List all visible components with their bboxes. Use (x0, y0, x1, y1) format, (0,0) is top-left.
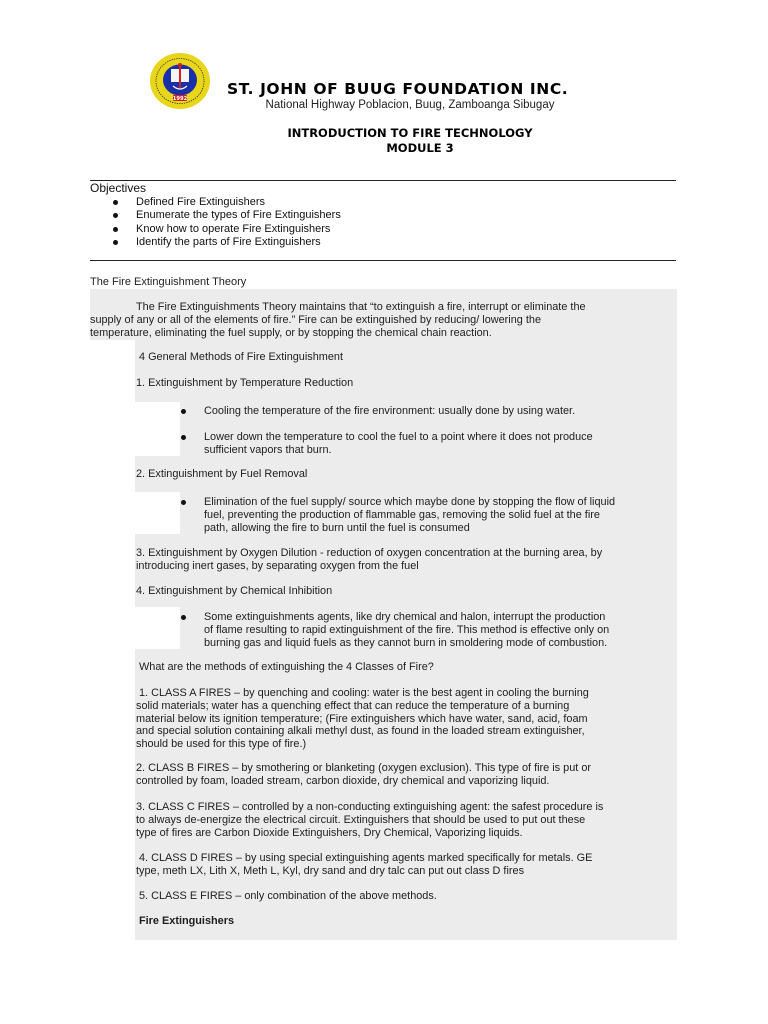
method-bullet: sufficient vapors that burn. (204, 444, 332, 456)
method-paragraph: 3. Extinguishment by Oxygen Dilution - reduction of oxygen concentration at the burning area, by (136, 547, 603, 559)
method-title: 4. Extinguishment by Chemical Inhibition (136, 585, 333, 597)
method-bullet: Elimination of the fuel supply/ source which maybe done by stopping the flow of liquid (204, 496, 616, 508)
objective-item: Know how to operate Fire Extinguishers (90, 223, 341, 236)
organization-name: ST. JOHN OF BUUG FOUNDATION INC. (227, 80, 569, 98)
bullet-icon (181, 500, 186, 505)
method-bullet: Cooling the temperature of the fire environment: usually done by using water. (204, 405, 576, 417)
divider-top (90, 180, 676, 181)
objective-item: Defined Fire Extinguishers (90, 196, 341, 209)
class-e-paragraph: 5. CLASS E FIRES – only combination of the above methods. (139, 890, 437, 902)
course-title: INTRODUCTION TO FIRE TECHNOLOGY (287, 126, 533, 140)
method-bullet: burning gas and liquid fuels as they cannot burn in smoldering mode of combustion. (204, 637, 608, 649)
classes-question: What are the methods of extinguishing the 4 Classes of Fire? (139, 661, 434, 673)
bullet-icon (181, 435, 186, 440)
fire-extinguishers-heading: Fire Extinguishers (139, 915, 235, 927)
method-bullet: path, allowing the fire to burn until the fuel is consumed (204, 522, 470, 534)
method-bullet: fuel, preventing the production of flammable gas, removing the solid fuel at the fire (204, 509, 600, 521)
method-bullet: Lower down the temperature to cool the fuel to a point where it does not produce (204, 431, 593, 443)
bullet-icon (181, 615, 186, 620)
bullet-icon (181, 409, 186, 414)
method-bullet: of flame resulting to rapid extinguishment of the fire. This method is effective only on (204, 624, 610, 636)
organization-address: National Highway Poblacion, Buug, Zamboanga Sibugay (265, 99, 555, 111)
objective-item: Identify the parts of Fire Extinguishers (90, 236, 341, 249)
section-heading: The Fire Extinguishment Theory (90, 276, 247, 288)
logo-year: 1992 (172, 96, 188, 102)
module-title: MODULE 3 (386, 141, 454, 155)
method-title: 2. Extinguishment by Fuel Removal (136, 468, 308, 480)
objective-item: Enumerate the types of Fire Extinguishers (90, 209, 341, 222)
method-title: 1. Extinguishment by Temperature Reduction (136, 377, 354, 389)
method-bullet: Some extinguishments agents, like dry chemical and halon, interrupt the production (204, 611, 606, 623)
method-paragraph: introducing inert gases, by separating oxygen from the fuel (136, 560, 419, 572)
divider-bottom (90, 260, 676, 261)
objectives-list (90, 196, 341, 249)
methods-heading: 4 General Methods of Fire Extinguishment (139, 351, 343, 363)
objectives-heading: Objectives (90, 181, 147, 195)
